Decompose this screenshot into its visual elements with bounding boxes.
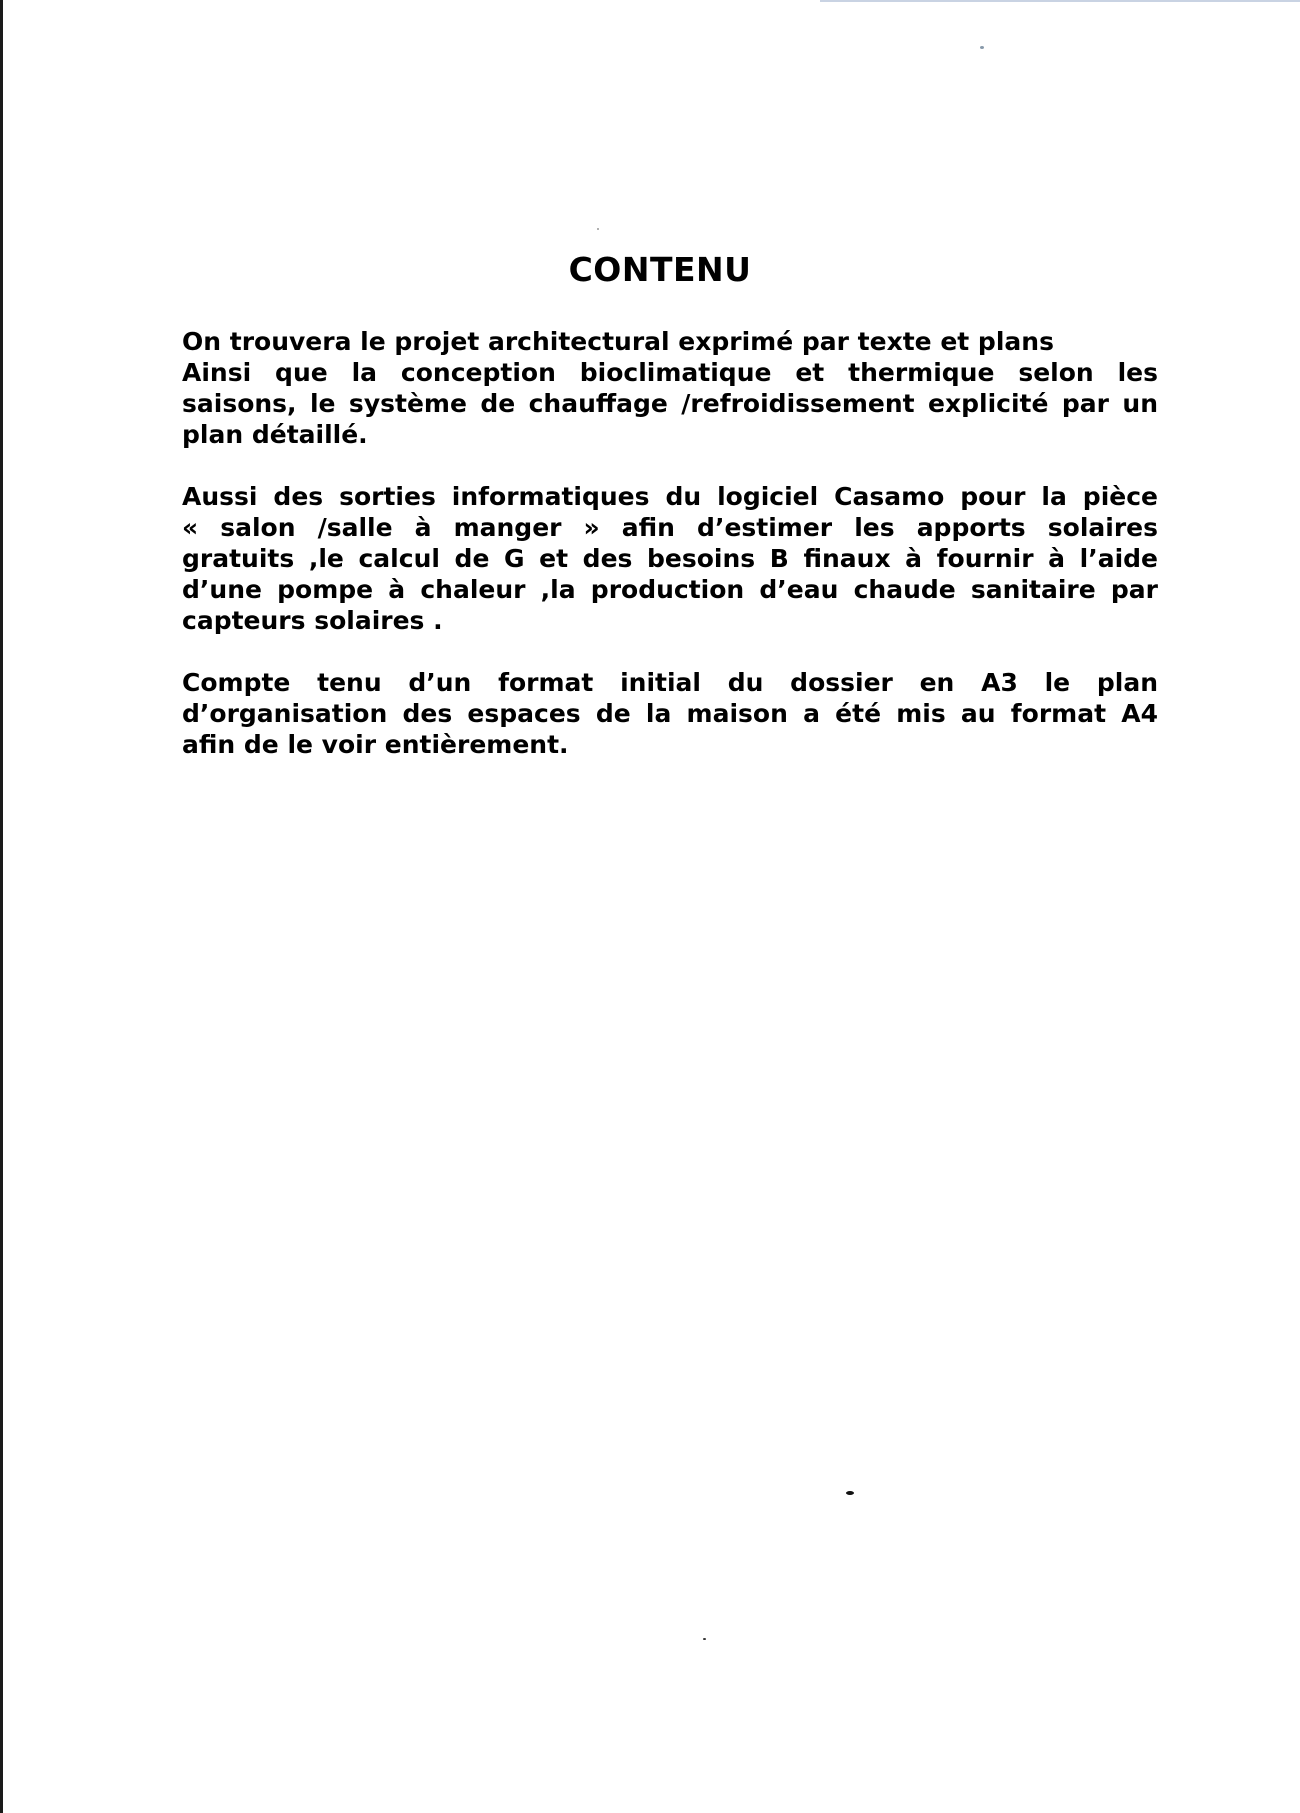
text-line: afin de le voir entièrement. [182,730,569,759]
page-title: CONTENU [568,250,752,289]
scan-speck [980,46,984,49]
text-line: « salon /salle à manger » afin d’estimer les apports solaires [182,513,1158,542]
scan-top-edge [820,0,1300,2]
text-line: On trouvera le projet architectural exprimé par texte et plans [182,327,1054,356]
text-line: d’organisation des espaces de la maison a été mis au format A4 [182,699,1158,728]
paragraph-1 [182,326,1158,450]
scan-speck [597,228,599,230]
scan-speck [846,1491,854,1495]
paragraph-2 [182,481,1158,636]
text-line: plan détaillé. [182,420,368,449]
text-line: saisons, le système de chauffage /refroidissement explicité par un [182,389,1158,418]
text-line: gratuits ,le calcul de G et des besoins B finaux à fournir à l’aide [182,544,1158,573]
text-line: Compte tenu d’un format initial du dossier en A3 le plan [182,668,1158,697]
text-line: Aussi des sorties informatiques du logiciel Casamo pour la pièce [182,482,1158,511]
text-line: capteurs solaires . [182,606,443,635]
paragraph-3 [182,667,1158,760]
scan-speck [703,1638,706,1640]
body-text [182,326,1158,791]
text-line: d’une pompe à chaleur ,la production d’eau chaude sanitaire par [182,575,1158,604]
text-line: Ainsi que la conception bioclimatique et thermique selon les [182,358,1158,387]
